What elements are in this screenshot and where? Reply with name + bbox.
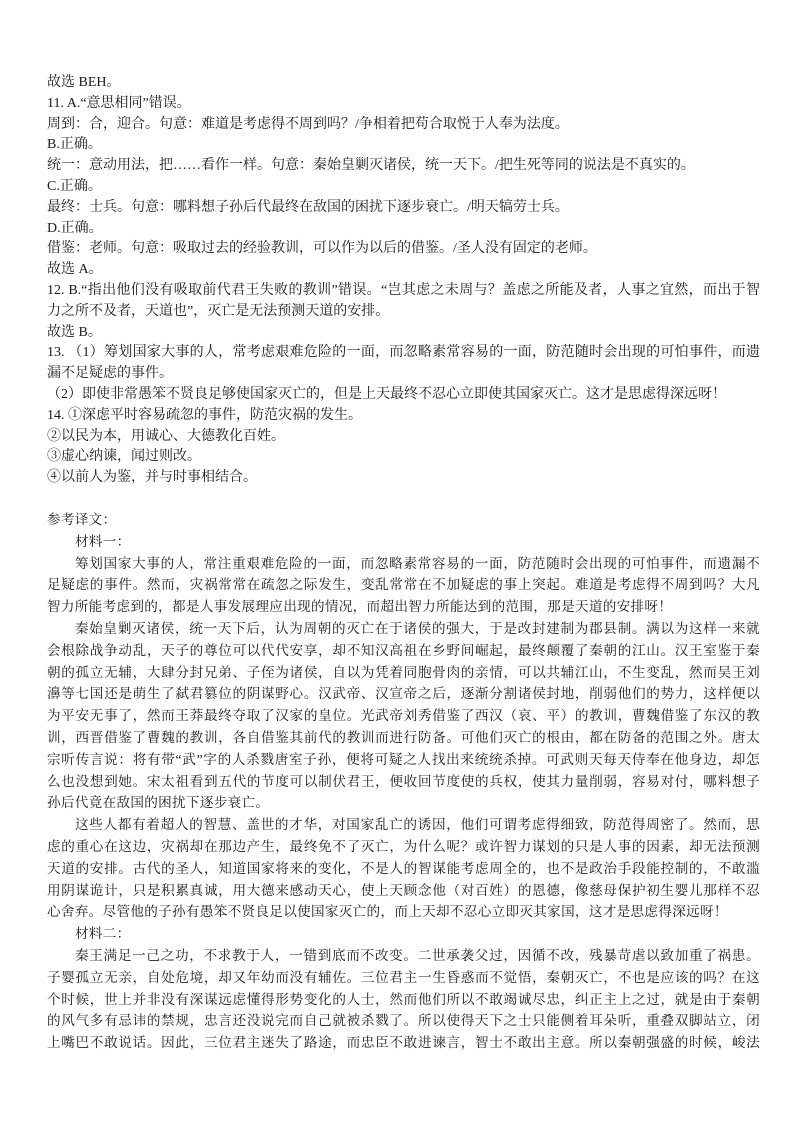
translation-line: 上嘴巴不敢说话。因此，三位君主迷失了路途，而忠臣不敢进谏言，智士不敢出主意。所以秦朝强盛的时候，峻法: [47, 1035, 760, 1051]
answer-line: D.正确。: [47, 220, 103, 236]
translation-line: 子婴孤立无亲，自处危境，却又年幼而没有辅佐。三位君主一生昏惑而不觉悟，秦朝灭亡，不也是应该的吗？在这: [47, 969, 760, 985]
translation-line: 参考译文：: [47, 512, 117, 527]
answer-line: 故选 BEH。: [47, 75, 121, 90]
translation-line: 的风气多有忌讳的禁规，忠言还没说完而自己就被杀戮了。所以使得天下之士只能侧着耳朵听，重叠双脚站立，闭: [47, 1013, 760, 1029]
answer-line: （2）即使非常愚笨不贤良足够使国家灭亡的，但是上天最终不忍心立即使其国家灭亡。这才是思虑得深远呀！: [47, 386, 726, 402]
translation-line: 用阴谋诡计，只是积累真诚，用大德来感动天心，使上天顾念他（对百姓）的恩德，像慈母保护初生婴儿那样不忍: [47, 882, 760, 898]
answer-line: 故选 A。: [47, 262, 103, 278]
translation-line: 个时候，世上并非没有深谋远虑懂得形势变化的人士，然而他们所以不敢竭诚尽忠，纠正主上之过，就是由于秦朝: [47, 991, 760, 1007]
translation-line: 训，西晋借鉴了曹魏的教训，各自借鉴其前代的教训而进行防备。可他们灭亡的根由，都在防备的范围之外。唐太: [47, 729, 760, 745]
answer-line: ④以前人为鉴，并与时事相结合。: [47, 470, 257, 486]
answer-line: ③虚心纳谏，闻过则改。: [47, 449, 201, 465]
answer-line: 故选 B。: [47, 324, 102, 340]
answer-line: B.正确。: [47, 137, 102, 153]
answer-line: ②以民为本，用诚心、大德教化百姓。: [47, 428, 285, 444]
translation-line: 为平安无事了，然而王莽最终夺取了汉家的皇位。光武帝刘秀借鉴了西汉（哀、平）的教训，曹魏借鉴了东汉的教: [47, 708, 760, 724]
translation-line: 秦王满足一己之功，不求教于人，一错到底而不改变。二世承袭父过，因循不改，残暴苛虐以致加重了祸患。: [75, 947, 760, 963]
answer-section: [47, 73, 760, 489]
answer-line: 周到：合，迎合。句意：难道是考虑得不周到吗？/争相着把苟合取悦于人奉为法度。: [47, 116, 569, 132]
translation-line: 天道的安排。古代的圣人，知道国家将来的变化，不是人的智谋能考虑周全的，也不是政治手段能控制的，不敢滥: [47, 860, 760, 876]
translation-line: 秦始皇剿灭诸侯，统一天下后，认为周朝的灭亡在于诸侯的强大，于是改封建制为郡县制。满以为这样一来就: [75, 620, 760, 636]
answer-line: 14. ①深虑平时容易疏忽的事件，防范灾祸的发生。: [47, 407, 362, 423]
translation-section: [47, 509, 760, 1054]
translation-line: 宗听传言说：将有带“武”字的人杀戮唐室子孙，便将可疑之人找出来统统杀掉。可武则天每天侍奉在他身边，却怎: [47, 751, 760, 767]
answer-line: 漏不足疑虑的事件。: [47, 366, 173, 382]
translation-line: 心舍弃。尽管他的子孙有愚笨不贤良足以使国家灭亡的，而上天却不忍心立即灭其家国，这才是思虑得深远呀！: [47, 904, 728, 920]
translation-line: 足疑虑的事件。然而，灾祸常常在疏忽之际发生，变乱常常在不加疑虑的事上突起。难道是考虑得不周到吗？大凡: [47, 577, 760, 593]
translation-line: 么也没想到她。宋太祖看到五代的节度可以制伏君王，便收回节度使的兵权，使其力量削弱，容易对付，哪料想子: [47, 773, 760, 789]
translation-line: 虑的重心在这边，灾祸却在那边产生，最终免不了灭亡，为什么呢？或许智力谋划的只是人事的因素，却无法预测: [47, 838, 760, 854]
answer-line: 最终：士兵。句意：哪料想子孙后代最终在敌国的困扰下逐步衰亡。/明天犒劳士兵。: [47, 199, 569, 215]
translation-line: 这些人都有着超人的智慧、盖世的才华，对国家乱亡的诱因，他们可谓考虑得细致，防范得周密了。然而，思: [75, 817, 760, 833]
answer-line: 11. A.“意思相同”错误。: [47, 95, 191, 111]
answer-line: C.正确。: [47, 178, 102, 194]
answer-line: 13. （1）筹划国家大事的人，常考虑艰难危险的一面，而忽略素常容易的一面，防范随时会出现的可怕事件，而遗: [47, 345, 760, 361]
answer-line: 12. B.“指出他们没有吸取前代君王失败的教训”错误。“岂其虑之未周与？盖虑之所能及者，人事之宜然，而出于智: [47, 282, 760, 298]
translation-line: 材料一：: [75, 533, 131, 549]
translation-line: 朝的孤立无辅，大肆分封兄弟、子侄为诸侯，自以为凭着同胞骨肉的亲情，可以共辅江山，不生变乱，然而吴王刘: [47, 664, 760, 680]
answer-line: 力之所不及者，天道也”，灭亡是无法预测天道的安排。: [47, 303, 390, 319]
answer-line: 统一：意动用法，把……看作一样。句意：秦始皇剿灭诸侯，统一天下。/把生死等同的说法是不真实的。: [47, 158, 695, 174]
answer-line: 借鉴：老师。句意：吸取过去的经验教训，可以作为以后的借鉴。/圣人没有固定的老师。: [47, 241, 597, 257]
translation-line: 会根除战争动乱，天子的尊位可以代代安享，却不知汉高祖在乡野间崛起，最终颠覆了秦朝的江山。汉王室鉴于秦: [47, 642, 760, 658]
translation-line: 濞等七国还是萌生了弑君篡位的阴谋野心。汉武帝、汉宣帝之后，逐渐分割诸侯封地，削弱他们的势力，这样便以: [47, 686, 760, 702]
translation-line: 材料二：: [75, 926, 131, 942]
translation-line: 孙后代竟在敌国的困扰下逐步衰亡。: [47, 795, 270, 811]
translation-line: 智力所能考虑到的，都是人事发展理应出现的情况，而超出智力所能达到的范围，那是天道的安排呀！: [47, 599, 673, 615]
translation-line: 筹划国家大事的人，常注重艰难危险的一面，而忽略素常容易的一面，防范随时会出现的可怕事件，而遗漏不: [75, 555, 760, 571]
